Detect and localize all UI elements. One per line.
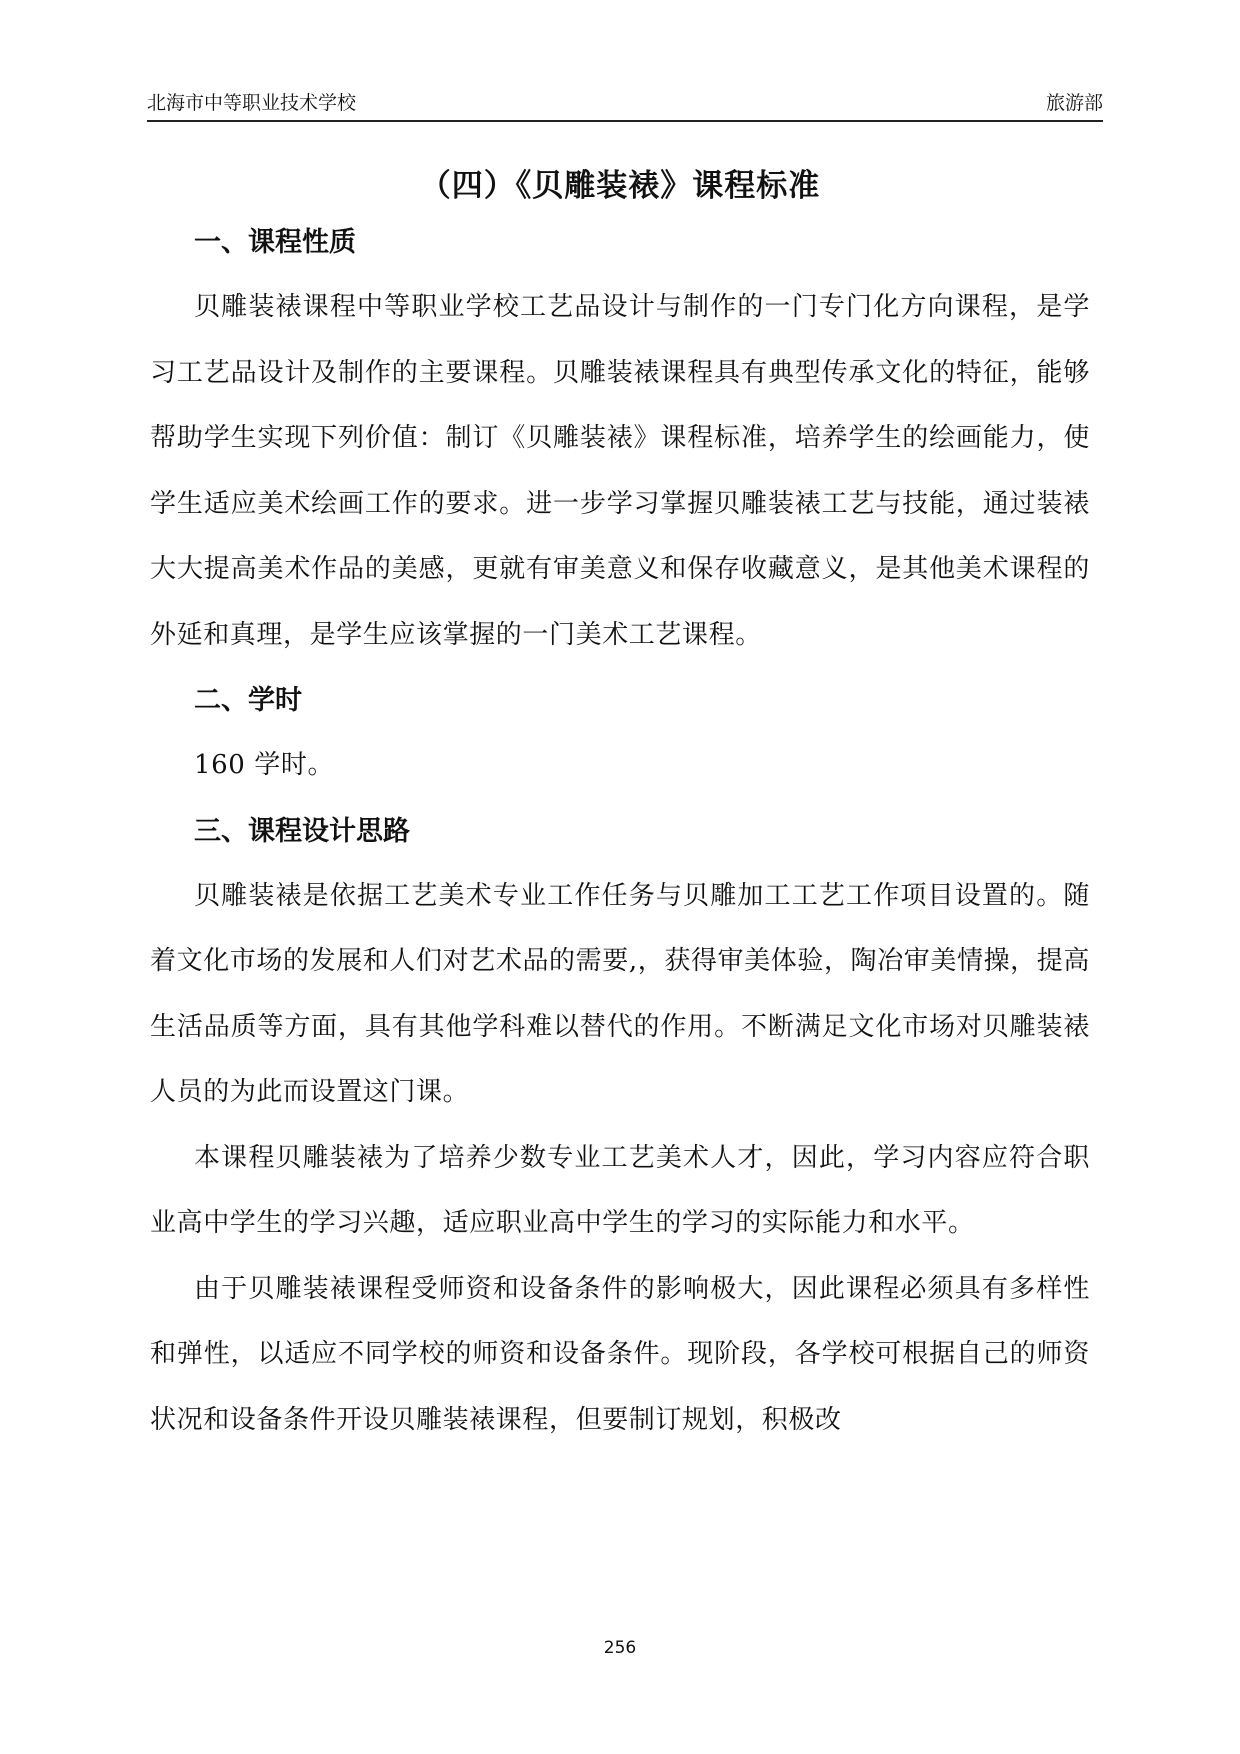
paragraph: 160 学时。 [194, 750, 335, 780]
header-department: 旅游部 [1045, 92, 1103, 114]
page-number: 256 [603, 1638, 637, 1658]
paragraph: 贝雕装裱课程中等职业学校工艺品设计与制作的一门专门化方向课程，是学习工艺品设计及制作的主要课程。贝雕装裱课程具有典型传承文化的特征，能够帮助学生实现下列价值：制订《贝雕装裱》课程标准，培养学生的绘画能力，使学生适应美术绘画工作的要求。进一步学习掌握贝雕装裱工艺与技能，通过装裱大大提高美术作品的美感，更就有审美意义和保存收藏意义，是其他美术课程的外延和真理，是学生应该掌握的一门美术工艺课程。 [150, 292, 1090, 650]
paragraph: 由于贝雕装裱课程受师资和设备条件的影响极大，因此课程必须具有多样性和弹性，以适应不同学校的师资和设备条件。现阶段，各学校可根据自己的师资状况和设备条件开设贝雕装裱课程，但要制订规划，积极改 [150, 1273, 1090, 1435]
section-heading-hours: 二、学时 [194, 685, 302, 716]
section-heading-design: 三、课程设计思路 [194, 815, 410, 847]
header-school-name: 北海市中等职业技术学校 [147, 92, 357, 114]
paragraph: 贝雕装裱是依据工艺美术专业工作任务与贝雕加工工艺工作项目设置的。随着文化市场的发展和人们对艺术品的需要,，获得审美体验，陶冶审美情操，提高生活品质等方面，具有其他学科难以替代的作用。不断满足文化市场对贝雕装裱人员的为此而设置这门课。 [150, 880, 1090, 1107]
page-header [147, 82, 1103, 122]
document-title: （四）《贝雕装裱》课程标准 [419, 168, 821, 204]
paragraph: 本课程贝雕装裱为了培养少数专业工艺美术人才，因此，学习内容应符合职业高中学生的学习兴趣，适应职业高中学生的学习的实际能力和水平。 [150, 1142, 1090, 1238]
document-body [150, 210, 1090, 1453]
section-heading-nature: 一、课程性质 [194, 227, 356, 258]
